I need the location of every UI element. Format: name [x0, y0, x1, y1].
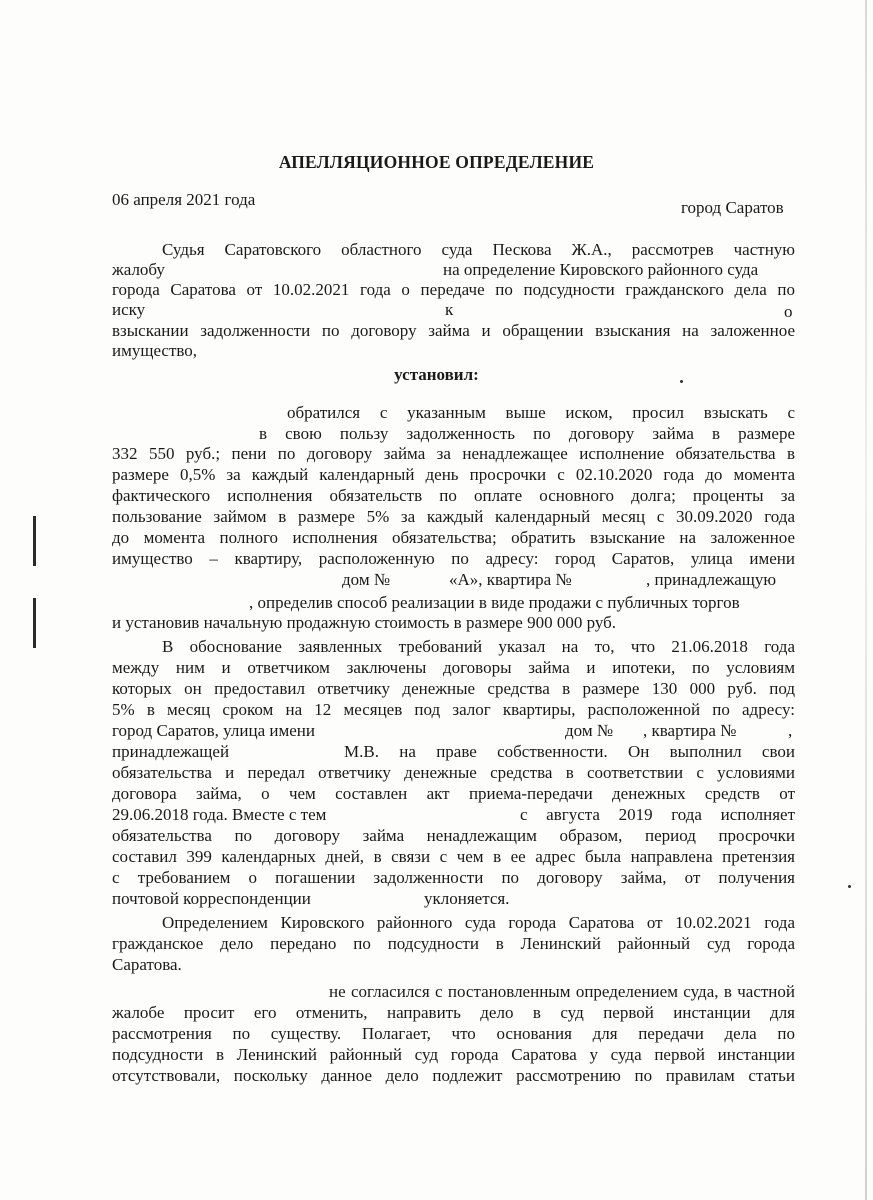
p2-word: уклоняется.: [424, 889, 510, 908]
p3-line: гражданское дело передано по подсудности в Ленинский районный суд города: [112, 934, 795, 953]
p1-line: в свою пользу задолженность по договору займа в размере: [259, 424, 795, 443]
p1-word: дом №: [342, 570, 391, 589]
p2-word: , квартира №: [643, 721, 737, 740]
intro-word: иску: [112, 300, 146, 319]
intro-line: взыскании задолженности по договору займа и обращении взыскания на заложенное: [112, 321, 795, 340]
p3-line: Саратова.: [112, 955, 182, 974]
intro-word: на определение Кировского районного суда: [443, 260, 759, 279]
intro-word: к: [445, 300, 454, 319]
p1-word: , принадлежащую: [646, 570, 777, 589]
p4-line: рассмотрения по существу. Полагает, что основания для передачи дела по: [112, 1024, 795, 1043]
p2-line: между ним и ответчиком заключены договоры займа и ипотеки, по условиям: [112, 658, 795, 677]
p4-line: подсудности в Ленинский районный суд города Саратова у суда первой инстанции: [112, 1045, 795, 1064]
p2-word: город Саратов, улица имени: [112, 721, 316, 740]
p2-word: дом №: [565, 721, 614, 740]
p2-line: обязательства по договору займа ненадлежащим образом, период просрочки: [112, 826, 795, 845]
intro-line: имущество,: [112, 341, 198, 360]
p2-word: ,: [788, 721, 793, 740]
p1-line: до момента полного исполнения обязательства; обратить взыскание на заложенное: [112, 528, 795, 547]
p1-line: имущество – квартиру, расположенную по адресу: город Саратов, улица имени: [112, 549, 795, 568]
p1-word: «А», квартира №: [449, 570, 572, 589]
p1-line: и установив начальную продажную стоимость в размере 900 000 руб.: [112, 613, 617, 632]
p1-line: размере 0,5% за каждый календарный день просрочки с 02.10.2020 года до момента: [112, 465, 795, 484]
intro-word: о: [784, 302, 793, 321]
p2-line: 5% в месяц сроком на 12 месяцев под залог квартиры, расположенной по адресу:: [112, 700, 795, 719]
p2-line: договора займа, о чем составлен акт приема-передачи денежных средств от: [112, 784, 795, 803]
intro-line: Судья Саратовского областного суда Пескова Ж.А., рассмотрев частную: [162, 240, 795, 259]
p1-line: фактического исполнения обязательств по оплате основного долга; проценты за: [112, 486, 795, 505]
p2-word: почтовой корреспонденции: [112, 889, 311, 908]
p2-line: М.В. на праве собственности. Он выполнил свои: [344, 742, 795, 761]
p1-line: обратился с указанным выше иском, просил взыскать с: [287, 403, 795, 422]
section-heading: установил:: [394, 365, 479, 384]
intro-word: жалобу: [112, 260, 165, 279]
p2-word: 29.06.2018 года. Вместе с тем: [112, 805, 327, 824]
p2-line: с требованием о погашении задолженности по договору займа, от получения: [112, 868, 795, 887]
document-city: город Саратов: [681, 198, 784, 217]
document-date: 06 апреля 2021 года: [112, 190, 256, 209]
p1-line: 332 550 руб.; пени по договору займа за ненадлежащее исполнение обязательства в: [112, 444, 795, 463]
p4-line: отсутствовали, поскольку данное дело подлежит рассмотрению по правилам статьи: [112, 1066, 795, 1085]
scan-edge: [865, 0, 867, 1200]
p1-line: пользование займом в размере 5% за каждый календарный месяц с 30.09.2020 года: [112, 507, 795, 526]
intro-line: города Саратова от 10.02.2021 года о передаче по подсудности гражданского дела по: [112, 280, 795, 299]
binding-mark: [33, 516, 36, 566]
p2-line: которых он предоставил ответчику денежные средства в размере 130 000 руб. под: [112, 679, 795, 698]
p2-word: принадлежащей: [112, 742, 230, 761]
p2-line: В обоснование заявленных требований указал на то, что 21.06.2018 года: [162, 637, 795, 656]
p2-line: обязательства и передал ответчику денежные средства в соответствии с условиями: [112, 763, 795, 782]
p1-word: , определив способ реализации в виде продажи с публичных торгов: [249, 593, 740, 612]
document-title: АПЕЛЛЯЦИОННОЕ ОПРЕДЕЛЕНИЕ: [278, 152, 595, 172]
binding-mark: [33, 598, 36, 648]
p2-line: составил 399 календарных дней, в связи с чем в ее адрес была направлена претензия: [112, 847, 795, 866]
p4-line: жалобе просит его отменить, направить дело в суд первой инстанции для: [112, 1003, 795, 1022]
p3-line: Определением Кировского районного суда города Саратова от 10.02.2021 года: [162, 913, 795, 932]
p2-line: с августа 2019 года исполняет: [520, 805, 795, 824]
p4-line: не согласился с постановленным определением суда, в частной: [329, 982, 795, 1001]
scan-speck: [848, 885, 851, 888]
